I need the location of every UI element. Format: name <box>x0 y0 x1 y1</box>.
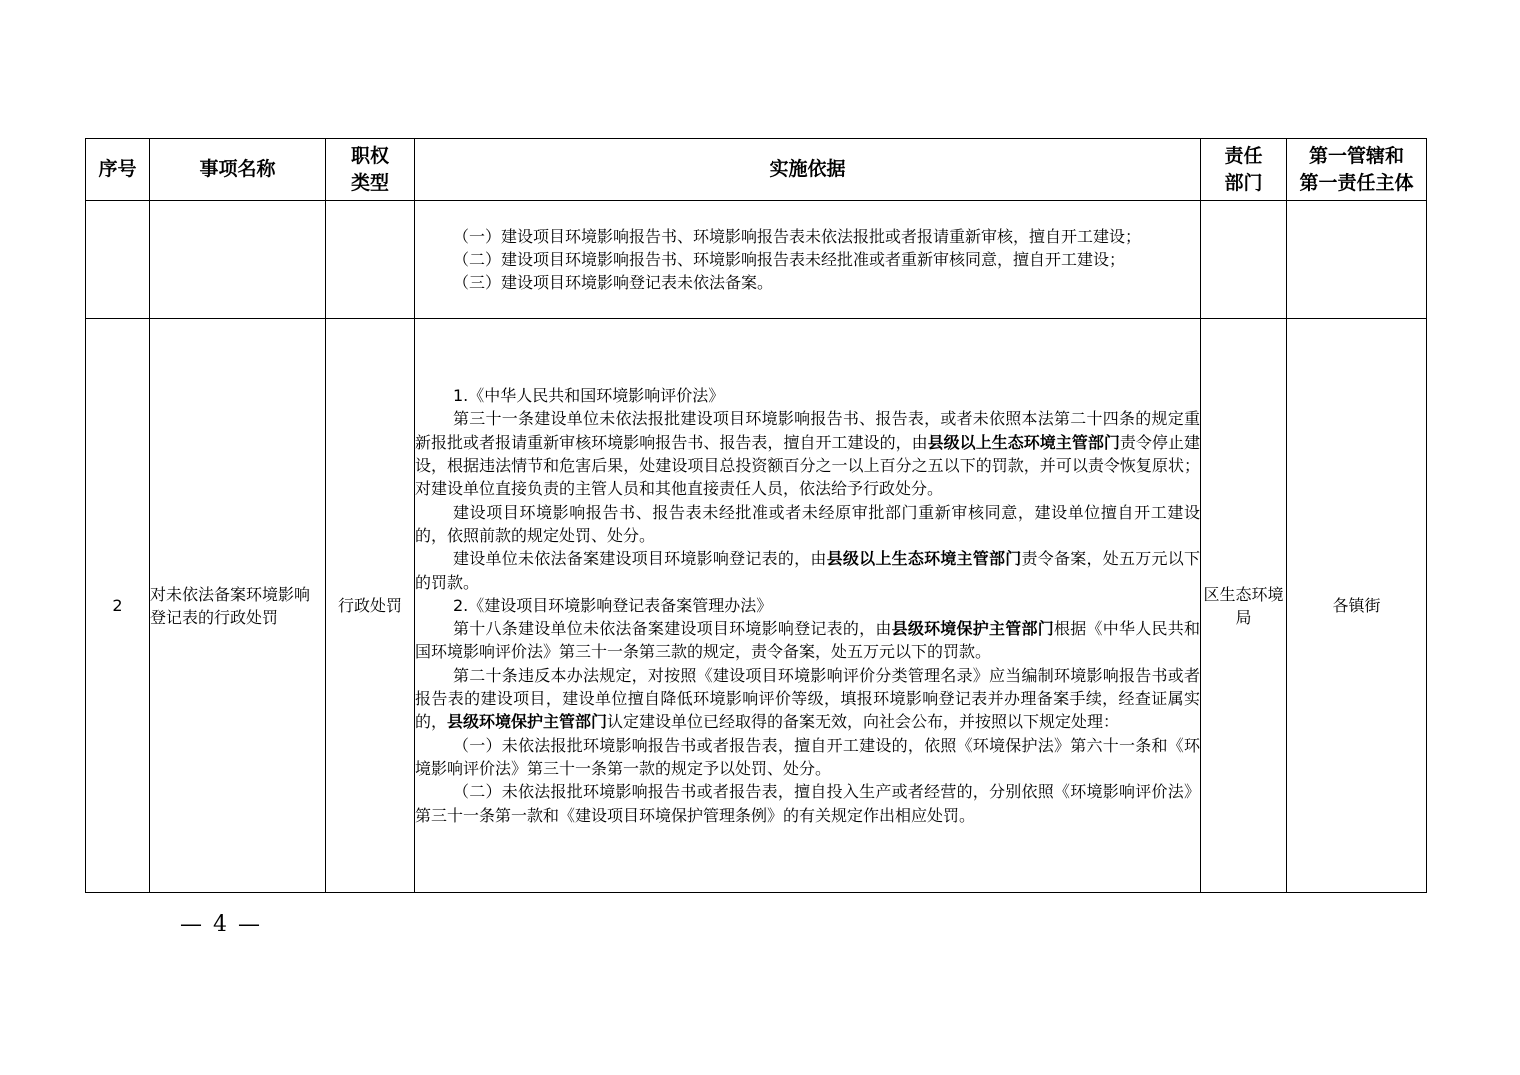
cell-name-empty <box>150 201 326 319</box>
table-header-row <box>86 139 1427 201</box>
basis-paragraph-5: 第二十条违反本办法规定，对按照《建设项目环境影响评价分类管理名录》应当编制环境影响报告书或者报告表的建设项目，建设单位擅自降低环境影响评价等级，填报环境影响登记表并办理备案手续，经查证属实的，县级环境保护主管部门认定建设单位已经取得的备案无效，向社会公布，并按照以下规定处理： <box>415 665 1200 732</box>
bold-authority: 县级环境保护主管部门 <box>447 712 608 732</box>
header-type <box>326 139 415 201</box>
header-basis: 实施依据 <box>415 139 1201 201</box>
cell-subject-empty <box>1287 201 1427 319</box>
cell-dept-empty <box>1201 201 1287 319</box>
bold-authority: 县级以上生态环境主管部门 <box>826 549 1022 569</box>
header-seq: 序号 <box>86 139 150 201</box>
enforcement-table <box>85 138 1427 893</box>
basis-clause-2: （二）建设项目环境影响报告书、环境影响报告表未经批准或者重新审核同意，擅自开工建设； <box>453 249 1126 269</box>
law-title-2: 2.《建设项目环境影响登记表备案管理办法》 <box>453 595 773 615</box>
page-number: — 4 — <box>180 912 262 937</box>
cell-seq-empty <box>86 201 150 319</box>
cell-type-empty <box>326 201 415 319</box>
basis-paragraph-2: 建设项目环境影响报告书、报告表未经批准或者未经原审批部门重新审核同意，建设单位擅自开工建设的，依照前款的规定处罚、处分。 <box>415 502 1200 545</box>
table-row-continuation <box>86 201 1427 319</box>
basis-clause-1: （一）建设项目环境影响报告书、环境影响报告表未依法报批或者报请重新审核，擅自开工建设； <box>453 226 1142 246</box>
header-dept <box>1201 139 1287 201</box>
cell-power-type: 行政处罚 <box>326 319 415 893</box>
header-subject-line2: 第一责任主体 <box>1299 171 1414 194</box>
law-title-1: 1.《中华人民共和国环境影响评价法》 <box>453 386 725 406</box>
basis-paragraph-1: 第三十一条建设单位未依法报批建设项目环境影响报告书、报告表，或者未依照本法第二十四条的规定重新报批或者报请重新审核环境影响报告书、报告表，擅自开工建设的，由县级以上生态环境主管部门责令停止建设，根据违法情节和危害后果，处建设项目总投资额百分之一以上百分之五以下的罚款，并可以责令恢复原状；对建设单位直接负责的主管人员和其他直接责任人员，依法给予行政处分。 <box>415 409 1200 499</box>
header-subject <box>1287 139 1427 201</box>
table-row <box>86 319 1427 893</box>
header-dept-line2: 部门 <box>1224 171 1263 194</box>
cell-responsible-dept: 区生态环境局 <box>1201 319 1287 893</box>
cell-basis-continuation <box>415 201 1201 319</box>
basis-paragraph-6: （一）未依法报批环境影响报告书或者报告表，擅自开工建设的，依照《环境保护法》第六十一条和《环境影响评价法》第三十一条第一款的规定予以处罚、处分。 <box>415 735 1200 778</box>
header-name: 事项名称 <box>150 139 326 201</box>
basis-paragraph-3: 建设单位未依法备案建设项目环境影响登记表的，由县级以上生态环境主管部门责令备案，处五万元以下的罚款。 <box>415 549 1200 592</box>
header-dept-line1: 责任 <box>1224 144 1263 167</box>
bold-authority: 县级环境保护主管部门 <box>891 619 1055 639</box>
bold-authority: 县级以上生态环境主管部门 <box>927 432 1120 452</box>
basis-clause-3: （三）建设项目环境影响登记表未依法备案。 <box>453 273 774 293</box>
basis-paragraph-7: （二）未依法报批环境影响报告书或者报告表，擅自投入生产或者经营的，分别依照《环境影响评价法》第三十一条第一款和《建设项目环境保护管理条例》的有关规定作出相应处罚。 <box>415 782 1200 825</box>
basis-paragraph-4: 第十八条建设单位未依法备案建设项目环境影响登记表的，由县级环境保护主管部门根据《中华人民共和国环境影响评价法》第三十一条第三款的规定，责令备案，处五万元以下的罚款。 <box>415 619 1200 662</box>
cell-seq: 2 <box>86 319 150 893</box>
header-type-line2: 类型 <box>350 171 389 194</box>
cell-item-name: 对未依法备案环境影响登记表的行政处罚 <box>150 319 326 893</box>
cell-first-subject: 各镇街 <box>1287 319 1427 893</box>
header-subject-line1: 第一管辖和 <box>1308 144 1404 167</box>
header-type-line1: 职权 <box>350 144 389 167</box>
cell-basis <box>415 319 1201 893</box>
